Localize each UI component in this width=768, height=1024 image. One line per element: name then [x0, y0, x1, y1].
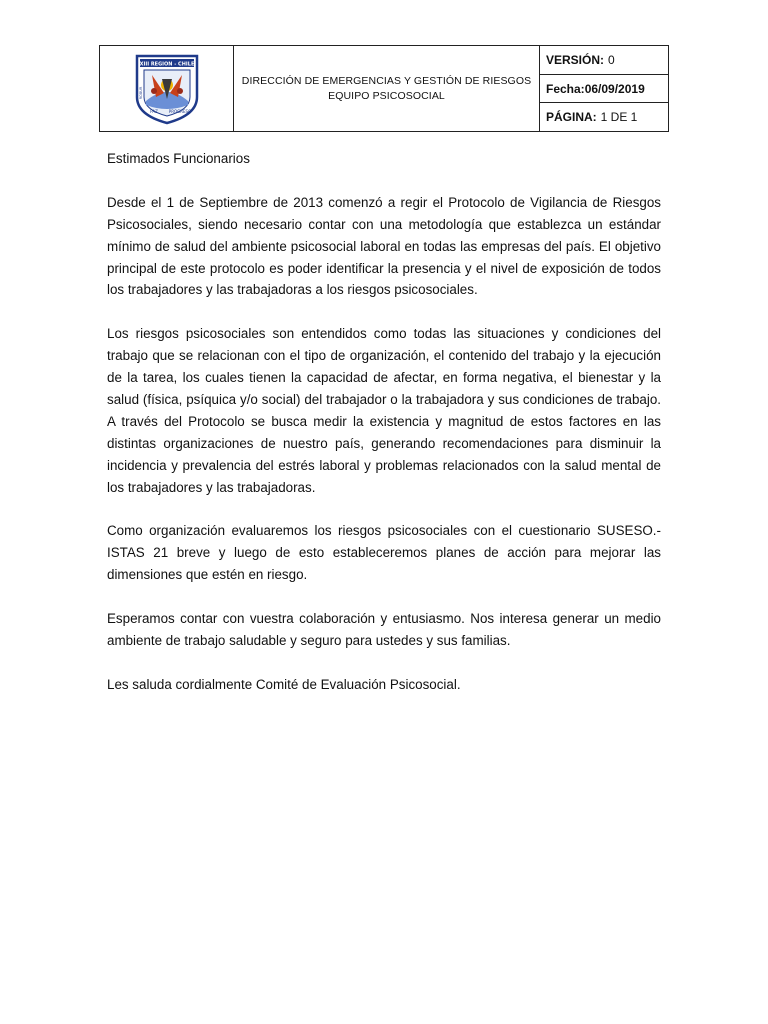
fecha-row	[540, 75, 668, 104]
letter-paragraph-4: Esperamos contar con vuestra colaboración y entusiasmo. Nos interesa generar un medio ambiente de trabajo saludable y seguro para ustedes y sus familias.	[107, 610, 661, 648]
letter-closing: Les saluda cordialmente Comité de Evaluación Psicosocial.	[107, 676, 461, 692]
header-title-line1: DIRECCIÓN DE EMERGENCIAS Y GESTIÓN DE RIESGOS	[241, 74, 532, 87]
version-row	[540, 46, 668, 75]
svg-text:XIII REGION - CHILE: XIII REGION - CHILE	[139, 61, 194, 67]
letter-paragraph-2: Los riesgos psicosociales son entendidos como todas las situaciones y condiciones del trabajo que se relacionan con el tipo de organización, el contenido del trabajo y la ejecución de la tarea, los cuales tienen la capacidad de afectar, en forma negativa, el bienestar y la salud (física, psíquica y/o social) del trabajador o la trabajadora y sus condiciones de trabajo. A través del Protocolo se busca medir la existencia y magnitud de estos factores en las distintas organizaciones de nuestro país, generando recomendaciones para disminuir la incidencia y prevalencia del estrés laboral y problemas relacionados con la salud mental de los trabajadores y las trabajadoras.	[107, 326, 661, 495]
fecha-value: 06/09/2019	[584, 81, 645, 96]
letter-greeting: Estimados Funcionarios	[107, 151, 250, 166]
letter-paragraph-1: Desde el 1 de Septiembre de 2013 comenzó a regir el Protocolo de Vigilancia de Riesgos Psicosociales, siendo necesario contar con una metodología que establezca un estándar mínimo de salud del ambiente psicosocial laboral en todas las empresas del país. El objetivo principal de este protocolo es poder identificar la presencia y el nivel de exposición de todos los trabajadores y las trabajadoras a los riesgos psicosociales.	[107, 194, 661, 298]
letter-body	[107, 148, 661, 717]
header-meta-cell	[540, 46, 668, 131]
pagina-value: 1 DE 1	[600, 110, 638, 125]
pagina-label: PÁGINA:	[546, 110, 597, 125]
svg-text:PAZ: PAZ	[149, 108, 158, 114]
header-title-line2: EQUIPO PSICOSOCIAL	[328, 89, 445, 102]
pagina-row	[540, 103, 668, 131]
version-label: VERSIÓN:	[546, 52, 605, 67]
letter-paragraph-3: Como organización evaluaremos los riesgos psicosociales con el cuestionario SUSESO.- ISTAS 21 breve y luego de esto estableceremos planes de acción para mejorar las dimensiones que estén en riesgo.	[107, 523, 661, 583]
regional-coat-of-arms-icon	[134, 53, 200, 125]
fecha-label: Fecha:	[546, 81, 585, 96]
logo-cell	[100, 46, 234, 131]
svg-text:PROGRESO: PROGRESO	[168, 108, 191, 114]
header-title-cell	[234, 46, 540, 131]
svg-text:ROBUR: ROBUR	[138, 86, 143, 99]
document-header	[99, 45, 669, 132]
version-value: 0	[608, 52, 615, 67]
